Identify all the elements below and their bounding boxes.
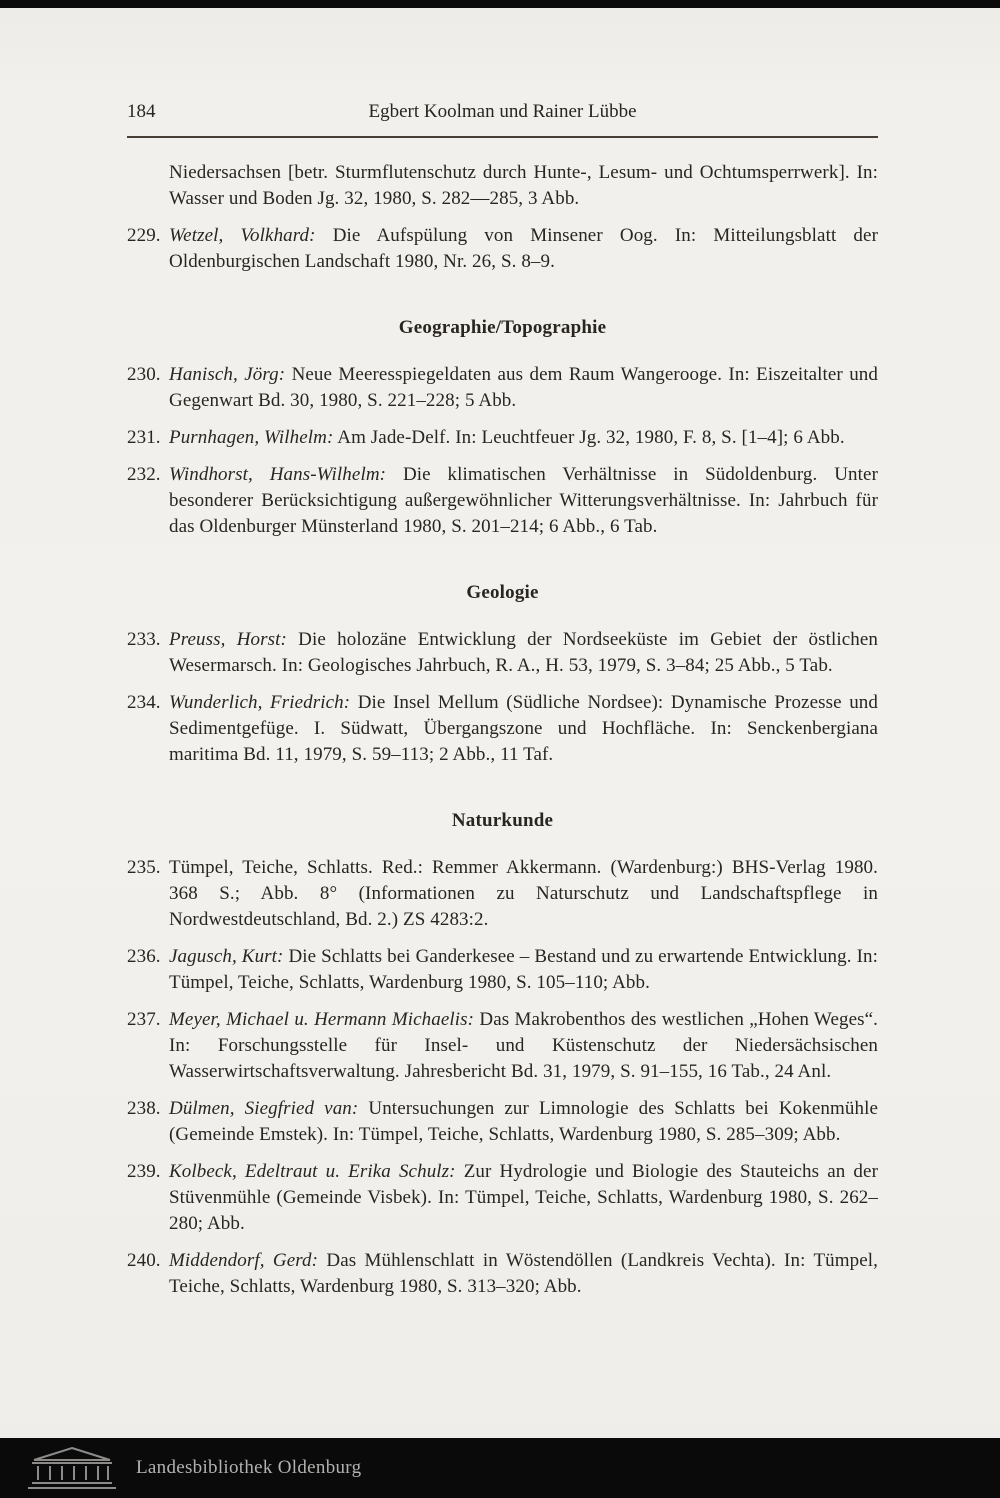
bibliography-entry <box>127 1096 878 1148</box>
entry-number: 236. <box>127 946 161 967</box>
entry-text: Am Jade-Delf. In: Leuchtfeuer Jg. 32, 1980, F. 8, S. [1–4]; 6 Abb. <box>337 427 845 448</box>
library-building-logo <box>24 1445 120 1491</box>
entry-author: Purnhagen, Wilhelm: <box>169 427 334 448</box>
entry-text: Die Schlatts bei Ganderkesee – Bestand und zu erwartende Entwicklung. In: Tümpel, Teiche, Schlatts, Wardenburg 1980, S. 105–110; Abb. <box>169 946 878 993</box>
entry-text: Die holozäne Entwicklung der Nordseeküste im Gebiet der östlichen Wesermarsch. In: Geologisches Jahrbuch, R. A., H. 53, 1979, S. 3–84; 25 Abb., 5 Tab. <box>169 629 879 676</box>
entry-text: Untersuchungen zur Limnologie des Schlatts bei Kokenmühle (Gemeinde Emstek). In: Tümpel, Teiche, Schlatts, Wardenburg 1980, S. 285–309; Abb. <box>169 1098 878 1145</box>
entry-author: Meyer, Michael u. Hermann Michaelis: <box>169 1009 475 1030</box>
library-name: Landesbibliothek Oldenburg <box>136 1457 362 1478</box>
entry-text: Neue Meeresspiegeldaten aus dem Raum Wangerooge. In: Eiszeitalter und Gegenwart Bd. 30, 1980, S. 221–228; 5 Abb. <box>169 364 878 411</box>
entry-text: Niedersachsen [betr. Sturmflutenschutz durch Hunte-, Lesum- und Ochtumsperrwerk]. In: Wasser und Boden Jg. 32, 1980, S. 282—285, 3 Abb. <box>169 162 878 209</box>
bibliography-entry <box>127 1248 878 1300</box>
entry-text: Die klimatischen Verhältnisse in Südoldenburg. Unter besonderer Berücksichtigung außergewöhnlicher Witterungsverhältnisse. In: Jahrbuch für das Oldenburger Münsterland 1980, S. 201–214; 6 Abb., 6 Tab. <box>169 464 878 537</box>
entry-number: 231. <box>127 427 161 448</box>
bibliography-entry <box>127 462 878 540</box>
bibliography-entry <box>127 1007 878 1085</box>
footer-bar <box>0 1438 1000 1498</box>
entry-author: Middendorf, Gerd: <box>169 1250 319 1271</box>
bibliography-list <box>127 160 878 1300</box>
header-rule <box>127 136 878 138</box>
entry-author: Kolbeck, Edeltraut u. Erika Schulz: <box>169 1161 456 1182</box>
entry-number: 233. <box>127 629 161 650</box>
entry-author: Windhorst, Hans-Wilhelm: <box>169 464 387 485</box>
bibliography-entry <box>127 690 878 768</box>
entry-text: Das Mühlenschlatt in Wöstendöllen (Landkreis Vechta). In: Tümpel, Teiche, Schlatts, Wardenburg 1980, S. 313–320; Abb. <box>169 1250 878 1297</box>
page-header <box>127 98 878 126</box>
bibliography-entry <box>127 425 878 451</box>
entry-author: Preuss, Horst: <box>169 629 287 650</box>
entry-author: Jagusch, Kurt: <box>169 946 284 967</box>
section-heading: Geographie/Topographie <box>398 317 607 338</box>
entry-text: Tümpel, Teiche, Schlatts. Red.: Remmer Akkermann. (Wardenburg:) BHS-Verlag 1980. 368 S.; Abb. 8° (Informationen zu Naturschutz und Landschaftspflege in Nordwestdeutschland, Bd. 2.) ZS 4283:2. <box>169 857 878 930</box>
entry-author: Dülmen, Siegfried van: <box>169 1098 359 1119</box>
bibliography-entry <box>127 223 878 275</box>
bibliography-entry <box>127 627 878 679</box>
entry-text: Zur Hydrologie und Biologie des Stauteichs an der Stüvenmühle (Gemeinde Visbek). In: Tümpel, Teiche, Schlatts, Wardenburg 1980, S. 262–280; Abb. <box>169 1161 878 1234</box>
entry-number: 230. <box>127 364 161 385</box>
entry-number: 240. <box>127 1250 161 1271</box>
page-number: 184 <box>127 101 156 122</box>
entry-number: 232. <box>127 464 161 485</box>
entry-text: Die Aufspülung von Minsener Oog. In: Mitteilungsblatt der Oldenburgischen Landschaft 1980, Nr. 26, S. 8–9. <box>169 225 878 272</box>
section-heading: Geologie <box>466 582 539 603</box>
bibliography-entry <box>127 944 878 996</box>
entry-number: 229. <box>127 225 161 246</box>
entry-author: Wetzel, Volkhard: <box>169 225 316 246</box>
entry-text: Die Insel Mellum (Südliche Nordsee): Dynamische Prozesse und Sedimentgefüge. I. Südwatt, Übergangszone und Hochfläche. In: Senckenbergiana maritima Bd. 11, 1979, S. 59–113; 2 Abb., 11 Taf. <box>169 692 878 765</box>
entry-text: Das Makrobenthos des westlichen „Hohen Weges“. In: Forschungsstelle für Insel- und Küstenschutz der Niedersächsischen Wasserwirtschaftsverwaltung. Jahresbericht Bd. 31, 1979, S. 91–155, 16 Tab., 24 Anl. <box>169 1009 878 1082</box>
entry-author: Wunderlich, Friedrich: <box>169 692 351 713</box>
bibliography-entry <box>127 855 878 933</box>
section-heading: Naturkunde <box>451 810 554 831</box>
running-title: Egbert Koolman und Rainer Lübbe <box>368 101 637 122</box>
entry-number: 237. <box>127 1009 161 1030</box>
entry-number: 239. <box>127 1161 161 1182</box>
bibliography-entry <box>127 1159 878 1237</box>
entry-number: 238. <box>127 1098 161 1119</box>
bibliography-entry <box>127 362 878 414</box>
entry-number: 235. <box>127 857 161 878</box>
entry-number: 234. <box>127 692 161 713</box>
entry-continuation <box>127 160 878 212</box>
entry-author: Hanisch, Jörg: <box>169 364 286 385</box>
scanned-page <box>127 0 878 1311</box>
